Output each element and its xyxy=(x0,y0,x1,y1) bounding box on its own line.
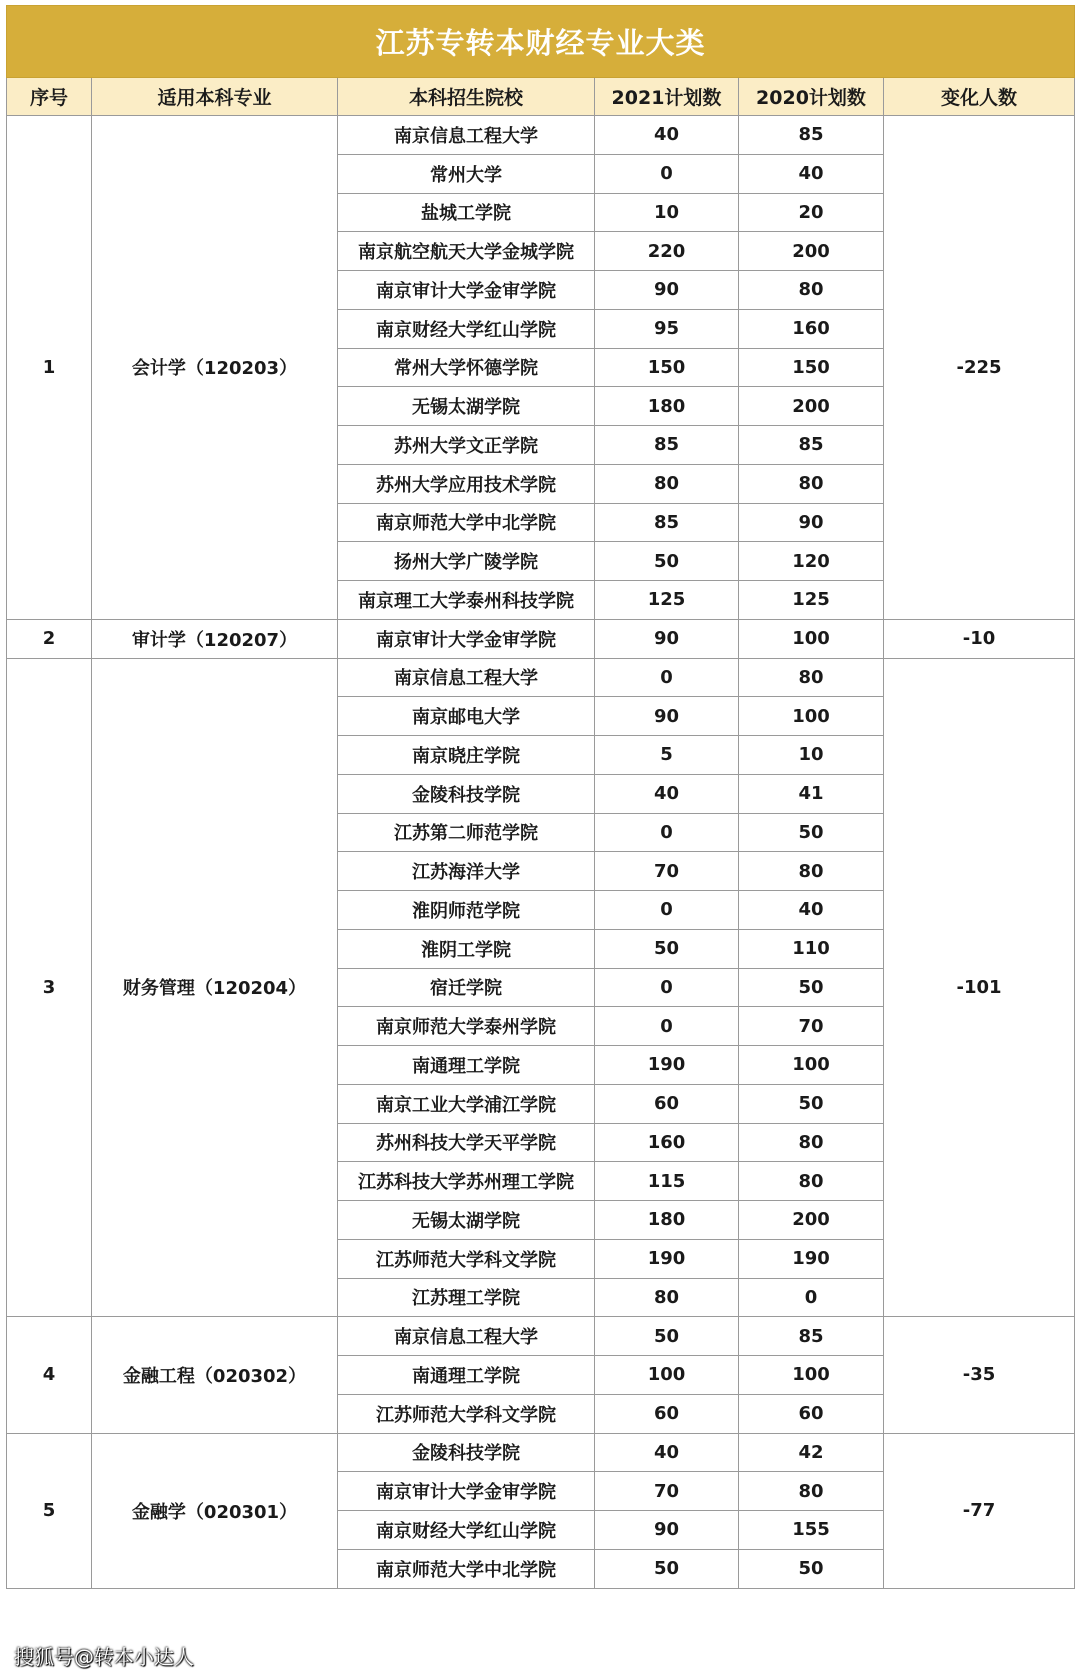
school-name: 无锡太湖学院 xyxy=(338,1201,595,1240)
header-plan-2020: 2020计划数 xyxy=(739,78,884,116)
plan-2020: 80 xyxy=(739,852,884,891)
plan-2021: 85 xyxy=(595,426,739,465)
major-name: 金融工程（020302） xyxy=(92,1317,338,1433)
school-name: 苏州大学应用技术学院 xyxy=(338,464,595,503)
school-name: 江苏科技大学苏州理工学院 xyxy=(338,1162,595,1201)
school-name: 南京师范大学中北学院 xyxy=(338,503,595,542)
row-number: 3 xyxy=(7,658,92,1317)
plan-2021: 115 xyxy=(595,1162,739,1201)
school-name: 常州大学 xyxy=(338,154,595,193)
plan-2021: 0 xyxy=(595,891,739,930)
plan-2021: 70 xyxy=(595,852,739,891)
row-number: 2 xyxy=(7,619,92,658)
school-name: 南京理工大学泰州科技学院 xyxy=(338,581,595,620)
table-row xyxy=(7,658,1075,697)
plan-2020: 80 xyxy=(739,1123,884,1162)
table-row xyxy=(7,1433,1075,1472)
change-count: -77 xyxy=(884,1433,1075,1588)
school-name: 江苏师范大学科文学院 xyxy=(338,1239,595,1278)
school-name: 常州大学怀德学院 xyxy=(338,348,595,387)
school-name: 淮阴工学院 xyxy=(338,929,595,968)
plan-2020: 150 xyxy=(739,348,884,387)
major-name: 财务管理（120204） xyxy=(92,658,338,1317)
change-count: -35 xyxy=(884,1317,1075,1433)
school-name: 南京航空航天大学金城学院 xyxy=(338,232,595,271)
plan-2021: 50 xyxy=(595,1317,739,1356)
school-name: 南京晓庄学院 xyxy=(338,736,595,775)
school-name: 无锡太湖学院 xyxy=(338,387,595,426)
plan-2020: 155 xyxy=(739,1511,884,1550)
plan-2021: 150 xyxy=(595,348,739,387)
school-name: 南京信息工程大学 xyxy=(338,116,595,155)
plan-2021: 160 xyxy=(595,1123,739,1162)
header-no: 序号 xyxy=(7,78,92,116)
watermark: 搜狐号@转本小达人 xyxy=(14,1645,194,1669)
plan-2021: 0 xyxy=(595,968,739,1007)
plan-2020: 50 xyxy=(739,1084,884,1123)
plan-2020: 85 xyxy=(739,116,884,155)
plan-2021: 80 xyxy=(595,464,739,503)
major-name: 审计学（120207） xyxy=(92,619,338,658)
school-name: 南京审计大学金审学院 xyxy=(338,619,595,658)
change-count: -10 xyxy=(884,619,1075,658)
plan-2020: 100 xyxy=(739,1046,884,1085)
plan-2020: 80 xyxy=(739,658,884,697)
plan-2021: 50 xyxy=(595,542,739,581)
row-number: 4 xyxy=(7,1317,92,1433)
header-school: 本科招生院校 xyxy=(338,78,595,116)
school-name: 南京工业大学浦江学院 xyxy=(338,1084,595,1123)
plan-2020: 90 xyxy=(739,503,884,542)
plan-2021: 70 xyxy=(595,1472,739,1511)
table-title: 江苏专转本财经专业大类 xyxy=(7,6,1075,78)
plan-2020: 100 xyxy=(739,1356,884,1395)
plan-2020: 40 xyxy=(739,154,884,193)
plan-2021: 90 xyxy=(595,619,739,658)
school-name: 南京财经大学红山学院 xyxy=(338,309,595,348)
header-change: 变化人数 xyxy=(884,78,1075,116)
plan-2020: 40 xyxy=(739,891,884,930)
plan-2020: 42 xyxy=(739,1433,884,1472)
school-name: 淮阴师范学院 xyxy=(338,891,595,930)
plan-2021: 80 xyxy=(595,1278,739,1317)
school-name: 南京邮电大学 xyxy=(338,697,595,736)
plan-2020: 0 xyxy=(739,1278,884,1317)
school-name: 扬州大学广陵学院 xyxy=(338,542,595,581)
row-number: 5 xyxy=(7,1433,92,1588)
plan-2020: 50 xyxy=(739,813,884,852)
plan-2020: 80 xyxy=(739,464,884,503)
header-major: 适用本科专业 xyxy=(92,78,338,116)
school-name: 盐城工学院 xyxy=(338,193,595,232)
table-row xyxy=(7,619,1075,658)
plan-2021: 40 xyxy=(595,774,739,813)
plan-2021: 5 xyxy=(595,736,739,775)
plan-2021: 40 xyxy=(595,116,739,155)
plan-2021: 190 xyxy=(595,1239,739,1278)
school-name: 江苏理工学院 xyxy=(338,1278,595,1317)
school-name: 江苏第二师范学院 xyxy=(338,813,595,852)
plan-2020: 110 xyxy=(739,929,884,968)
table-row xyxy=(7,116,1075,155)
plan-2020: 100 xyxy=(739,619,884,658)
plan-2021: 50 xyxy=(595,929,739,968)
plan-2021: 85 xyxy=(595,503,739,542)
plan-2020: 200 xyxy=(739,232,884,271)
school-name: 南京师范大学中北学院 xyxy=(338,1549,595,1588)
school-name: 江苏海洋大学 xyxy=(338,852,595,891)
school-name: 金陵科技学院 xyxy=(338,1433,595,1472)
plan-2020: 190 xyxy=(739,1239,884,1278)
plan-2020: 200 xyxy=(739,1201,884,1240)
plan-2020: 85 xyxy=(739,426,884,465)
plan-2021: 0 xyxy=(595,813,739,852)
table-row xyxy=(7,1317,1075,1356)
plan-2020: 50 xyxy=(739,968,884,1007)
school-name: 苏州大学文正学院 xyxy=(338,426,595,465)
plan-table xyxy=(6,5,1075,1589)
school-name: 苏州科技大学天平学院 xyxy=(338,1123,595,1162)
plan-2020: 41 xyxy=(739,774,884,813)
plan-2021: 60 xyxy=(595,1394,739,1433)
plan-2020: 120 xyxy=(739,542,884,581)
plan-2021: 60 xyxy=(595,1084,739,1123)
school-name: 南京信息工程大学 xyxy=(338,1317,595,1356)
plan-2021: 180 xyxy=(595,1201,739,1240)
plan-2020: 200 xyxy=(739,387,884,426)
major-name: 金融学（020301） xyxy=(92,1433,338,1588)
plan-2021: 40 xyxy=(595,1433,739,1472)
plan-2021: 190 xyxy=(595,1046,739,1085)
plan-2021: 90 xyxy=(595,697,739,736)
plan-2021: 100 xyxy=(595,1356,739,1395)
plan-2020: 160 xyxy=(739,309,884,348)
school-name: 南通理工学院 xyxy=(338,1356,595,1395)
row-number: 1 xyxy=(7,116,92,620)
plan-2021: 125 xyxy=(595,581,739,620)
school-name: 南京审计大学金审学院 xyxy=(338,1472,595,1511)
plan-2021: 10 xyxy=(595,193,739,232)
plan-2021: 90 xyxy=(595,1511,739,1550)
school-name: 南通理工学院 xyxy=(338,1046,595,1085)
plan-2020: 20 xyxy=(739,193,884,232)
title-row xyxy=(7,6,1075,78)
plan-2020: 50 xyxy=(739,1549,884,1588)
header-row xyxy=(7,78,1075,116)
school-name: 南京审计大学金审学院 xyxy=(338,271,595,310)
school-name: 宿迁学院 xyxy=(338,968,595,1007)
plan-2021: 95 xyxy=(595,309,739,348)
change-count: -225 xyxy=(884,116,1075,620)
plan-2020: 10 xyxy=(739,736,884,775)
plan-2020: 125 xyxy=(739,581,884,620)
school-name: 南京财经大学红山学院 xyxy=(338,1511,595,1550)
major-name: 会计学（120203） xyxy=(92,116,338,620)
plan-2021: 220 xyxy=(595,232,739,271)
plan-2020: 80 xyxy=(739,271,884,310)
plan-2021: 0 xyxy=(595,658,739,697)
plan-2020: 85 xyxy=(739,1317,884,1356)
plan-2021: 0 xyxy=(595,154,739,193)
school-name: 南京师范大学泰州学院 xyxy=(338,1007,595,1046)
school-name: 江苏师范大学科文学院 xyxy=(338,1394,595,1433)
plan-2021: 50 xyxy=(595,1549,739,1588)
plan-2020: 80 xyxy=(739,1162,884,1201)
header-plan-2021: 2021计划数 xyxy=(595,78,739,116)
plan-2021: 90 xyxy=(595,271,739,310)
school-name: 南京信息工程大学 xyxy=(338,658,595,697)
plan-2021: 0 xyxy=(595,1007,739,1046)
plan-2020: 100 xyxy=(739,697,884,736)
plan-2020: 60 xyxy=(739,1394,884,1433)
plan-2021: 180 xyxy=(595,387,739,426)
school-name: 金陵科技学院 xyxy=(338,774,595,813)
plan-2020: 70 xyxy=(739,1007,884,1046)
plan-2020: 80 xyxy=(739,1472,884,1511)
change-count: -101 xyxy=(884,658,1075,1317)
